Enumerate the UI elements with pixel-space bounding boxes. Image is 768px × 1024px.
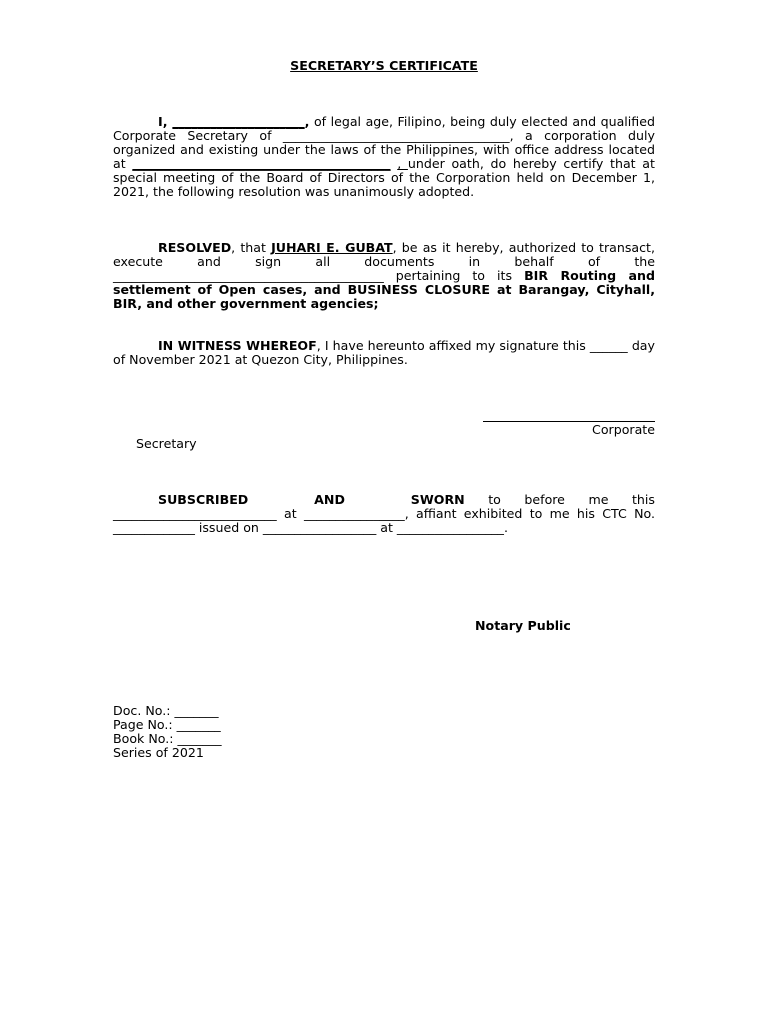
intro-paragraph: I, _____________________, of legal age, Filipino, being duly elected and qualified Corporate Secretary of ____________________________________, a corporation duly organized and existing under the laws of the Philippines, with office address located at _________________________________________ , under oath, do hereby certify that at special meeting of the Board of Directors of the Corporation held on December 1, 2021, the following resolution was unanimously adopted. bbox=[113, 114, 655, 199]
intro-pronoun: I bbox=[158, 114, 163, 129]
jurat-label: SUBSCRIBED AND SWORN bbox=[158, 492, 465, 507]
notary-public-label: Notary Public bbox=[475, 618, 571, 633]
witness-label: IN WITNESS WHEREOF bbox=[158, 338, 317, 353]
resolution-blank: ___________________________________________ bbox=[113, 268, 384, 283]
signature-title-line1: Corporate bbox=[592, 422, 655, 437]
page-number: Page No.: _______ bbox=[113, 717, 221, 732]
book-number: Book No.: _______ bbox=[113, 731, 222, 746]
witness-text: , I have hereunto affixed my signature this ______ day of November 2021 at Quezon City, Philippines. bbox=[113, 338, 655, 367]
resolution-scope: BIR Routing and settlement of Open cases, and BUSINESS CLOSURE at Barangay, Cityhall, BIR, and other government agencies; bbox=[113, 268, 655, 311]
intro-text-3: under oath, do hereby certify that at special meeting of the Board of Directors of the Corporation held on December 1, 2021, the following resolution was unanimously adopted. bbox=[113, 156, 655, 199]
signature-title-line2: Secretary bbox=[136, 436, 197, 451]
notarial-register-block bbox=[113, 704, 222, 760]
jurat-text: to before me this __________________________ at ________________, affiant exhibited to me his CTC No. _____________ issued on __________________ at _________________. bbox=[113, 492, 655, 535]
resolution-paragraph bbox=[113, 241, 655, 311]
document-title: SECRETARY’S CERTIFICATE bbox=[290, 58, 478, 73]
signature-line bbox=[483, 409, 655, 422]
resolution-text-3: pertaining to its bbox=[395, 268, 513, 283]
authorized-person-name: JUHARI E. GUBAT bbox=[271, 240, 393, 255]
corporation-name-blank: ____________________________________ bbox=[282, 128, 510, 143]
witness-paragraph bbox=[113, 339, 655, 367]
secretary-name-blank: _____________________ bbox=[172, 114, 305, 129]
resolution-text-1: , that bbox=[231, 240, 266, 255]
intro-text-2: a corporation duly organized and existing under the laws of the Philippines, with office address located at bbox=[113, 128, 655, 171]
intro-text-1: of legal age, Filipino, being duly elected and qualified Corporate Secretary of bbox=[113, 114, 655, 143]
series-year: Series of 2021 bbox=[113, 745, 204, 760]
office-address-blank: _________________________________________ bbox=[132, 156, 391, 171]
jurat-paragraph bbox=[113, 493, 655, 535]
resolution-text-2: , be as it hereby, authorized to transact, execute and sign all documents in behalf of the bbox=[113, 240, 655, 269]
resolved-label: RESOLVED bbox=[158, 240, 232, 255]
doc-number: Doc. No.: _______ bbox=[113, 703, 219, 718]
